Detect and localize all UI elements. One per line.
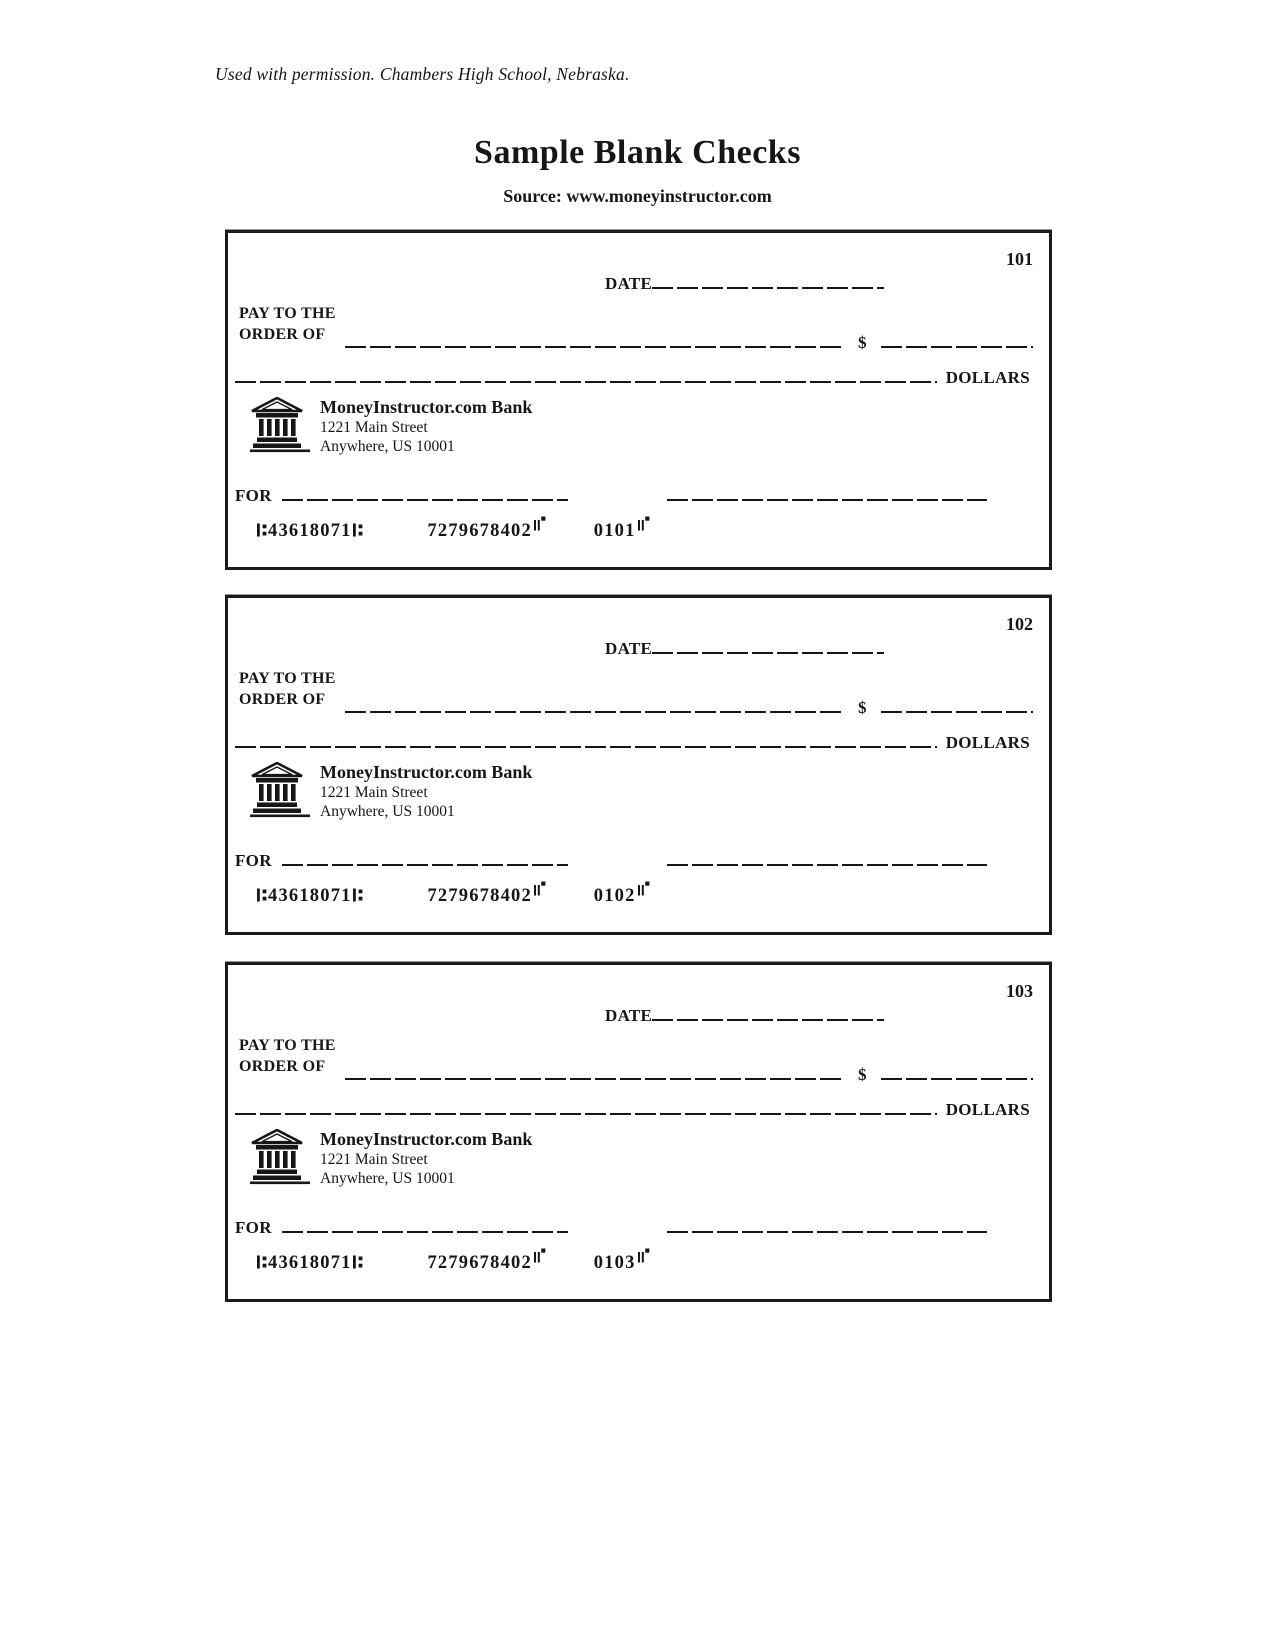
micr-account-group [427,881,546,907]
micr-on-us-icon [534,881,546,897]
amount-line [881,1062,1033,1080]
micr-account-group [427,516,546,542]
date-label: DATE [605,274,653,293]
blank-check [225,595,1052,935]
micr-line [256,516,650,542]
micr-account-number: 7279678402 [427,521,532,541]
micr-transit-icon [257,522,267,538]
dollar-sign-label: $ [858,333,867,352]
bank-city: Anywhere, US 10001 [320,803,455,820]
bank-street: 1221 Main Street [320,1151,428,1168]
bank-text [320,397,532,456]
payee-line [345,695,842,713]
amount-words-line [235,365,937,383]
pay-to-the-label: PAY TO THE [239,1037,336,1054]
signature-line [667,1215,987,1233]
dollars-label: DOLLARS [945,1100,1030,1119]
bank-name: MoneyInstructor.com Bank [320,397,533,417]
amount-line [881,330,1033,348]
micr-transit-icon [353,522,363,538]
bank-building-icon [250,762,312,824]
micr-on-us-icon [638,1248,650,1264]
micr-line [256,1248,650,1274]
micr-routing-number: 43618071 [268,1253,352,1273]
pay-to-the-label: PAY TO THE [239,670,336,687]
bank-city: Anywhere, US 10001 [320,438,455,455]
micr-check-number: 0103 [593,1253,636,1273]
date-line [652,636,884,654]
micr-account-number: 7279678402 [427,1253,532,1273]
date-label: DATE [605,639,653,658]
micr-check-group [594,1248,650,1274]
source-line: Source: www.moneyinstructor.com [503,186,772,206]
micr-on-us-icon [534,1248,546,1264]
micr-routing-group [256,521,364,542]
attribution-note: Used with permission. Chambers High School, Nebraska. [215,64,630,84]
for-label: FOR [235,486,272,505]
dollars-label: DOLLARS [945,368,1030,387]
dollars-label: DOLLARS [945,733,1030,752]
micr-on-us-icon [534,516,546,532]
date-row [605,636,884,659]
check-number: 101 [1006,249,1033,269]
micr-routing-number: 43618071 [268,886,352,906]
bank-text [320,762,532,821]
dollar-sign-label: $ [858,1065,867,1084]
date-row [605,271,884,294]
for-label: FOR [235,851,272,870]
blank-check [225,962,1052,1302]
amount-words-line [235,1097,937,1115]
micr-check-group [594,881,650,907]
date-line [652,271,884,289]
date-label: DATE [605,1006,653,1025]
pay-to-the-label: PAY TO THE [239,305,336,322]
signature-line [667,848,987,866]
bank-block [250,1129,532,1191]
payee-amount-row [345,695,1033,718]
date-row [605,1003,884,1026]
dollar-sign-label: $ [858,698,867,717]
payee-label-block [239,668,336,710]
payee-amount-row [345,330,1033,353]
order-of-label: ORDER OF [239,1058,326,1075]
micr-transit-icon [257,1254,267,1270]
order-of-label: ORDER OF [239,326,326,343]
amount-words-line [235,730,937,748]
micr-transit-icon [257,887,267,903]
bank-street: 1221 Main Street [320,784,428,801]
payee-label-block [239,303,336,345]
micr-line [256,881,650,907]
bank-building-icon [250,397,312,459]
date-line [652,1003,884,1021]
bank-building-icon [250,1129,312,1191]
micr-on-us-icon [638,516,650,532]
payee-line [345,330,842,348]
payee-line [345,1062,842,1080]
micr-routing-group [256,1253,364,1274]
bank-city: Anywhere, US 10001 [320,1170,455,1187]
micr-check-number: 0102 [593,886,636,906]
micr-routing-group [256,886,364,907]
memo-signature-row [235,1215,987,1238]
amount-line [881,695,1033,713]
amount-words-row [235,365,1030,388]
micr-check-group [594,516,650,542]
bank-street: 1221 Main Street [320,419,428,436]
memo-line [282,483,568,501]
bank-block [250,397,532,459]
payee-label-block [239,1035,336,1077]
check-number: 102 [1006,614,1033,634]
signature-line [667,483,987,501]
amount-words-row [235,730,1030,753]
micr-transit-icon [353,1254,363,1270]
memo-line [282,1215,568,1233]
micr-check-number: 0101 [593,521,636,541]
micr-on-us-icon [638,881,650,897]
bank-text [320,1129,532,1188]
amount-words-row [235,1097,1030,1120]
for-label: FOR [235,1218,272,1237]
payee-amount-row [345,1062,1033,1085]
micr-routing-number: 43618071 [268,521,352,541]
micr-account-number: 7279678402 [427,886,532,906]
order-of-label: ORDER OF [239,691,326,708]
bank-name: MoneyInstructor.com Bank [320,1129,533,1149]
check-number: 103 [1006,981,1033,1001]
page-title: Sample Blank Checks [474,134,801,171]
bank-name: MoneyInstructor.com Bank [320,762,533,782]
blank-check [225,230,1052,570]
bank-block [250,762,532,824]
memo-line [282,848,568,866]
memo-signature-row [235,483,987,506]
memo-signature-row [235,848,987,871]
micr-transit-icon [353,887,363,903]
micr-account-group [427,1248,546,1274]
